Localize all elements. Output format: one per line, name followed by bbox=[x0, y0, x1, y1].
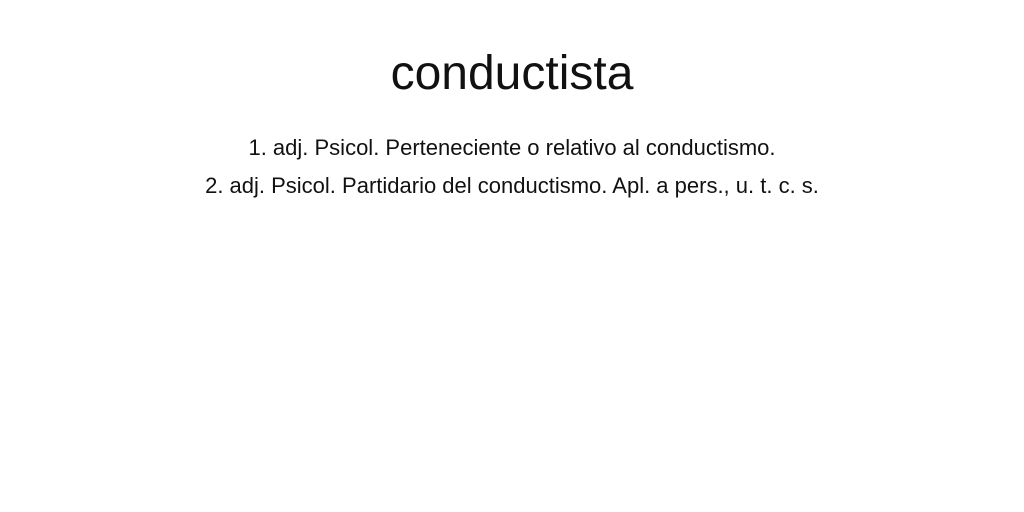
entry-term: conductista bbox=[390, 47, 634, 100]
definition-list bbox=[0, 129, 1024, 205]
definition-item: 2. adj. Psicol. Partidario del conductismo. Apl. a pers., u. t. c. s. bbox=[205, 173, 819, 198]
definition-item: 1. adj. Psicol. Perteneciente o relativo al conductismo. bbox=[248, 135, 776, 160]
